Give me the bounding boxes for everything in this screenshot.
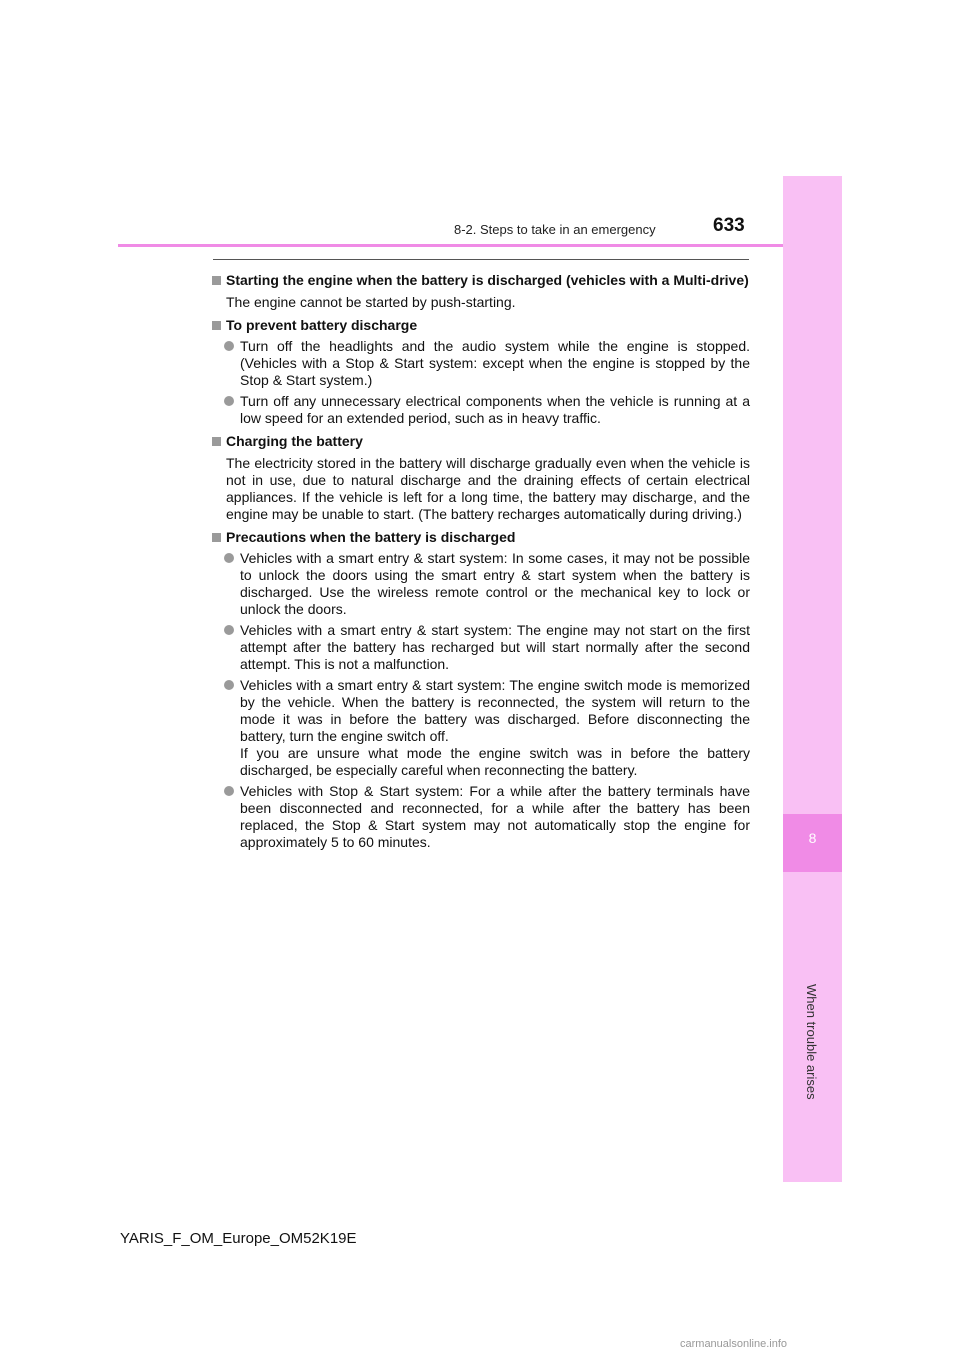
square-bullet-icon — [212, 321, 221, 330]
bullet-item: Vehicles with Stop & Start system: For a while after the battery terminals have been disconnected and reconnected, for a while after the battery has been replaced, the Stop & Start system may not automatically stop the engine for approximately 5 to 60 minutes. — [212, 783, 750, 851]
circle-bullet-icon — [224, 553, 234, 563]
circle-bullet-icon — [224, 396, 234, 406]
page-number: 633 — [713, 215, 745, 236]
chapter-number: 8 — [808, 830, 817, 846]
circle-bullet-icon — [224, 786, 234, 796]
bullet-item: Vehicles with a smart entry & start system: The engine switch mode is memorized by the vehicle. When the battery is reconnected, the system will return to the mode it was in before the battery was discharged. Before disconnecting the battery, turn the engine switch off. If you are unsure what mode the engine switch was in before the battery discharged, be especially careful when reconnecting the battery. — [212, 677, 750, 779]
bullet-item: Vehicles with a smart entry & start system: In some cases, it may not be possible to unlock the doors using the smart entry & start system when the battery is discharged. Use the wireless remote control or the mechanical key to lock or unlock the doors. — [212, 550, 750, 618]
watermark: carmanualsonline.info — [680, 1338, 788, 1350]
section-heading: Charging the battery — [212, 433, 750, 450]
content-top-rule — [213, 259, 749, 260]
section-heading: Starting the engine when the battery is discharged (vehicles with a Multi-drive) — [212, 272, 750, 289]
section-title: 8-2. Steps to take in an emergency — [454, 222, 656, 237]
bullet-item: Turn off any unnecessary electrical components when the vehicle is running at a low speed for an extended period, such as in heavy traffic. — [212, 393, 750, 427]
square-bullet-icon — [212, 276, 221, 285]
chapter-title: When trouble arises — [804, 984, 819, 1100]
circle-bullet-icon — [224, 625, 234, 635]
circle-bullet-icon — [224, 341, 234, 351]
section-heading: To prevent battery discharge — [212, 317, 750, 334]
paragraph: The electricity stored in the battery will discharge gradually even when the vehicle is not in use, due to natural discharge and the draining effects of certain electrical appliances. If the vehicle is left for a long time, the battery may discharge, and the engine may be unable to start. (The battery recharges automatically during driving.) — [226, 455, 750, 522]
paragraph: The engine cannot be started by push-starting. — [226, 294, 516, 310]
header-divider — [118, 244, 783, 247]
document-code: YARIS_F_OM_Europe_OM52K19E — [120, 1230, 357, 1247]
circle-bullet-icon — [224, 680, 234, 690]
square-bullet-icon — [212, 533, 221, 542]
bullet-item: Vehicles with a smart entry & start system: The engine may not start on the first attempt after the battery has recharged but will start normally after the second attempt. This is not a malfunction. — [212, 622, 750, 673]
square-bullet-icon — [212, 437, 221, 446]
section-heading: Precautions when the battery is discharged — [212, 529, 750, 546]
bullet-item: Turn off the headlights and the audio system while the engine is stopped. (Vehicles with a Stop & Start system: except when the engine is stopped by the Stop & Start system.) — [212, 338, 750, 389]
page-content — [212, 266, 750, 851]
